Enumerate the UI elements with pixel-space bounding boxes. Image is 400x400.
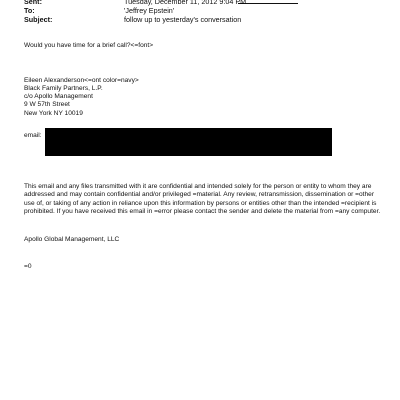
signature-company: Black Family Partners, L.P. xyxy=(24,85,103,92)
to-value: 'Jeffrey Epstein' xyxy=(124,6,175,15)
subject-value: follow up to yesterday's conversation xyxy=(124,15,242,24)
signature-street: 9 W 57th Street xyxy=(24,101,70,108)
redaction-box xyxy=(45,128,332,156)
signature-name: Eileen Alexanderson<=ont color=navy> xyxy=(24,77,139,84)
to-row xyxy=(24,6,174,15)
subject-row xyxy=(24,15,241,24)
sent-label: Sent: xyxy=(24,0,42,6)
email-label: email: xyxy=(24,132,42,139)
footer-mark: =0 xyxy=(24,263,32,270)
signature-city: New York NY 10019 xyxy=(24,110,83,117)
company-name: Apollo Global Management, LLC xyxy=(24,236,120,243)
header-rule xyxy=(238,3,298,4)
signature-care-of: c/o Apollo Management xyxy=(24,93,93,100)
to-label: To: xyxy=(24,6,35,15)
body-question: Would you have time for a brief call?<=font> xyxy=(24,42,154,49)
sent-value: Tuesday, December 11, 2012 9:04 PM xyxy=(124,0,247,6)
subject-label: Subject: xyxy=(24,15,53,24)
confidentiality-disclaimer: This email and any files transmitted with it are confidential and intended solely for the person or entity to whom they are addressed and may contain confidential and/or privileged =material. Any review, retransmission, dissemination or =other use of, or taking of any action in reliance upon this information by persons or entities other than the intended =recipient is prohibited. If you have received this email in =error please contact the sender and delete the material from =any computer. xyxy=(24,183,381,216)
